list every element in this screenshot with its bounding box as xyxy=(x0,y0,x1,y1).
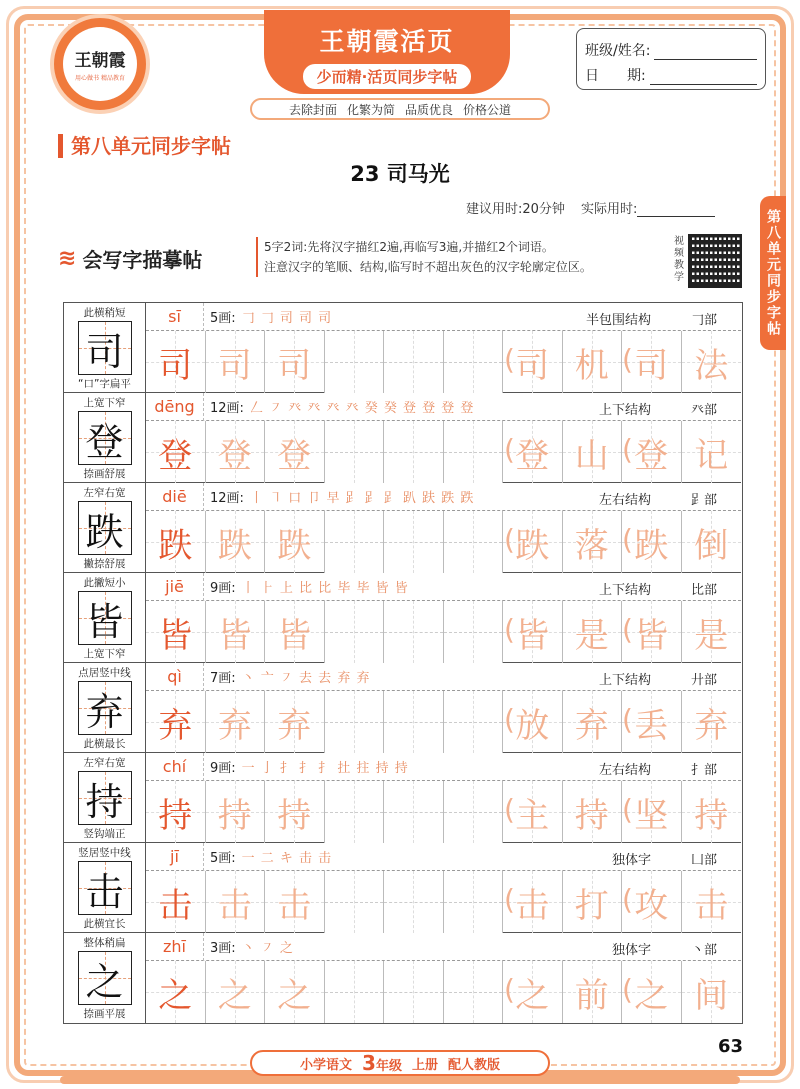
practice-cell[interactable] xyxy=(444,421,504,483)
writing-tip-top: 左窄右宽 xyxy=(83,487,126,499)
slogan-item: 去除封面 xyxy=(288,102,337,117)
stroke-sequence: 丶 ㇇ 之 xyxy=(241,941,294,956)
word-bracket-icon: ( xyxy=(504,973,515,1006)
side-tab: 第八单元同步字帖 xyxy=(760,196,786,350)
writing-cells xyxy=(146,691,741,753)
writing-cells xyxy=(146,781,741,843)
practice-cell[interactable] xyxy=(444,691,504,753)
character-radical: 扌部 xyxy=(690,763,717,778)
word-trace-cell[interactable]: 攻 xyxy=(622,871,682,933)
practice-row xyxy=(64,573,741,663)
word-trace-cell[interactable]: 坚 xyxy=(622,781,682,843)
footer-edition: 配人教版 xyxy=(447,1057,500,1073)
practice-cell[interactable] xyxy=(384,601,444,663)
time-line xyxy=(466,198,715,217)
pinyin: diē xyxy=(146,483,204,511)
practice-cell[interactable] xyxy=(444,961,504,1023)
logo-text: 王朝霞 xyxy=(74,51,126,71)
word-bracket-icon: ( xyxy=(504,703,515,736)
model-column xyxy=(64,303,146,393)
word-bracket-icon: ( xyxy=(504,343,515,376)
word-bracket-icon: ( xyxy=(504,433,515,466)
model-character: 之 xyxy=(78,951,132,1005)
note-line: 注意汉字的笔顺、结构,临写时不超出灰色的汉字轮廓定位区。 xyxy=(264,260,592,274)
model-column xyxy=(64,573,146,663)
word-trace-cell[interactable]: 主 xyxy=(503,781,563,843)
character-info-line xyxy=(146,663,741,691)
word-trace-cell[interactable]: 击 xyxy=(682,871,742,933)
trace-cell[interactable]: 跌 xyxy=(265,511,325,573)
character-info-line xyxy=(146,573,741,601)
brand-title: 王朝霞活页 xyxy=(319,27,455,56)
practice-table xyxy=(63,302,743,1024)
section-note xyxy=(256,237,674,277)
practice-cell[interactable] xyxy=(444,781,504,843)
lesson-title: 23 司马光 xyxy=(350,162,450,186)
practice-cell[interactable] xyxy=(325,691,385,753)
trace-cell[interactable]: 击 xyxy=(206,871,266,933)
pinyin: jī xyxy=(146,843,204,871)
practice-cell[interactable] xyxy=(384,421,444,483)
stroke-count: 12画: 丨 ㇕ 口 卩 早 𧾷 𧾷 𧾷 趴 趺 跌 跌 xyxy=(210,491,475,506)
unit-title: 第八单元同步字帖 xyxy=(58,134,231,158)
slogan-item: 品质优良 xyxy=(405,102,454,117)
practice-cell[interactable] xyxy=(325,781,385,843)
practice-cell[interactable] xyxy=(384,871,444,933)
trace-cell[interactable]: 司 xyxy=(265,331,325,393)
model-character: 弃 xyxy=(78,681,132,735)
footer-grade-number: 3 xyxy=(362,1051,376,1075)
pinyin: zhī xyxy=(146,933,204,961)
brand-logo xyxy=(50,14,150,114)
word-trace-cell[interactable]: 倒 xyxy=(682,511,742,573)
practice-cell[interactable] xyxy=(444,331,504,393)
slogan-bar xyxy=(250,98,550,120)
writing-tip-bottom: 捺画平展 xyxy=(83,1008,126,1020)
stroke-count: 7画: 丶 亠 ㇇ 去 去 弃 弃 xyxy=(210,671,371,686)
character-info-line xyxy=(146,933,741,961)
character-structure: 上下结构 xyxy=(598,673,651,688)
word-trace-cell[interactable]: 山 xyxy=(563,421,623,483)
character-structure: 上下结构 xyxy=(598,403,651,418)
word-bracket-icon: ( xyxy=(504,883,515,916)
practice-cell[interactable] xyxy=(325,601,385,663)
writing-tip-bottom: 上宽下窄 xyxy=(83,648,126,660)
model-character: 登 xyxy=(78,411,132,465)
model-column xyxy=(64,663,146,753)
model-character: 击 xyxy=(78,861,132,915)
pinyin: jiē xyxy=(146,573,204,601)
trace-cell[interactable]: 登 xyxy=(265,421,325,483)
word-trace-cell[interactable]: 打 xyxy=(563,871,623,933)
stroke-sequence: 丨 ㇕ 口 卩 早 𧾷 𧾷 𧾷 趴 趺 跌 跌 xyxy=(249,491,475,506)
writing-cells xyxy=(146,511,741,573)
class-name-row xyxy=(585,35,757,60)
practice-row xyxy=(64,393,741,483)
word-trace-cell[interactable]: 跌 xyxy=(503,511,563,573)
model-character: 司 xyxy=(78,321,132,375)
writing-cells xyxy=(146,601,741,663)
practice-row xyxy=(64,843,741,933)
word-trace-cell[interactable]: 司 xyxy=(503,331,563,393)
model-character: 跌 xyxy=(78,501,132,555)
pinyin: sī xyxy=(146,303,204,331)
practice-cell[interactable] xyxy=(384,511,444,573)
logo-subtext: 用心做书 精品教育 xyxy=(75,75,125,82)
trace-cell[interactable]: 弃 xyxy=(265,691,325,753)
character-structure: 左右结构 xyxy=(598,493,651,508)
writing-tip-bottom: 撇捺舒展 xyxy=(83,558,126,570)
model-column xyxy=(64,933,146,1023)
stroke-sequence: 𠃌 𠃌 司 司 司 xyxy=(241,311,333,326)
word-trace-cell[interactable]: 登 xyxy=(503,421,563,483)
date-label: 日 期: xyxy=(585,68,646,84)
character-radical: 比部 xyxy=(690,583,717,598)
pinyin: chí xyxy=(146,753,204,781)
practice-row xyxy=(64,483,741,573)
character-structure: 左右结构 xyxy=(598,763,651,778)
actual-time-field[interactable] xyxy=(637,203,715,217)
writing-cells xyxy=(146,331,741,393)
stroke-sequence: 一 亅 扌 扌 扌 扗 拄 持 持 xyxy=(241,761,409,776)
qr-code-icon[interactable] xyxy=(688,234,742,288)
word-trace-cell[interactable]: 击 xyxy=(503,871,563,933)
word-bracket-icon: ( xyxy=(504,523,515,556)
practice-cell[interactable] xyxy=(325,421,385,483)
footer-term: 上册 xyxy=(411,1057,438,1073)
model-column xyxy=(64,393,146,483)
model-writing-cell: 登 xyxy=(146,421,206,483)
word-bracket-icon: ( xyxy=(622,433,633,466)
footer-grade: 年级 xyxy=(375,1059,402,1074)
footer-bar xyxy=(60,1076,740,1084)
word-trace-cell[interactable]: 登 xyxy=(622,421,682,483)
brand-subtitle: 少而精·活页同步字帖 xyxy=(303,64,472,89)
suggested-time: 建议用时:20分钟 xyxy=(466,202,565,217)
stroke-sequence: 𠃋 ㇇ 癶 癶 癶 癶 癸 癸 登 登 登 登 xyxy=(249,401,475,416)
trace-cell[interactable]: 皆 xyxy=(206,601,266,663)
footer-badge xyxy=(250,1050,550,1076)
word-trace-cell[interactable]: 弃 xyxy=(563,691,623,753)
note-line: 5字2词:先将汉字描红2遍,再临写3遍,并描红2个词语。 xyxy=(264,240,554,254)
character-radical: 𧾷部 xyxy=(690,493,717,508)
character-info-line xyxy=(146,753,741,781)
word-trace-cell[interactable]: 跌 xyxy=(622,511,682,573)
character-radical: 丶部 xyxy=(690,943,717,958)
qr-label: 视频教学 xyxy=(674,236,684,283)
wave-icon: ≋ xyxy=(58,246,77,271)
writing-tip-bottom: 捺画舒展 xyxy=(83,468,126,480)
word-bracket-icon: ( xyxy=(622,793,633,826)
stroke-count: 5画: 𠃌 𠃌 司 司 司 xyxy=(210,311,333,326)
word-bracket-icon: ( xyxy=(622,883,633,916)
word-trace-cell[interactable]: 机 xyxy=(563,331,623,393)
character-info-line xyxy=(146,843,741,871)
word-bracket-icon: ( xyxy=(622,523,633,556)
trace-cell[interactable]: 弃 xyxy=(206,691,266,753)
stroke-sequence: 一 二 キ 击 击 xyxy=(241,851,333,866)
character-radical: 𠃌部 xyxy=(690,313,717,328)
character-radical: 廾部 xyxy=(690,673,717,688)
character-radical: 凵部 xyxy=(690,853,717,868)
writing-cells xyxy=(146,421,741,483)
model-writing-cell: 之 xyxy=(146,961,206,1023)
word-trace-cell[interactable]: 是 xyxy=(682,601,742,663)
model-writing-cell: 跌 xyxy=(146,511,206,573)
word-trace-cell[interactable]: 丢 xyxy=(622,691,682,753)
word-trace-cell[interactable]: 之 xyxy=(503,961,563,1023)
word-trace-cell[interactable]: 持 xyxy=(563,781,623,843)
word-trace-cell[interactable]: 间 xyxy=(682,961,742,1023)
practice-cell[interactable] xyxy=(444,601,504,663)
writing-tip-bottom: 竖钩端正 xyxy=(83,828,126,840)
model-column xyxy=(64,843,146,933)
writing-tip-top: 上宽下窄 xyxy=(83,397,126,409)
model-column xyxy=(64,483,146,573)
stroke-count: 3画: 丶 ㇇ 之 xyxy=(210,941,294,956)
stroke-count: 5画: 一 二 キ 击 击 xyxy=(210,851,333,866)
trace-cell[interactable]: 持 xyxy=(265,781,325,843)
writing-tip-top: 此横稍短 xyxy=(83,307,126,319)
footer-subject: 小学语文 xyxy=(300,1057,353,1073)
trace-cell[interactable]: 之 xyxy=(265,961,325,1023)
practice-cell[interactable] xyxy=(325,511,385,573)
model-writing-cell: 皆 xyxy=(146,601,206,663)
writing-tip-top: 点居竖中线 xyxy=(78,667,131,679)
model-writing-cell: 司 xyxy=(146,331,206,393)
practice-row xyxy=(64,303,741,393)
class-name-label: 班级/姓名: xyxy=(585,43,651,59)
word-trace-cell[interactable]: 持 xyxy=(682,781,742,843)
character-structure: 半包围结构 xyxy=(585,313,651,328)
model-column xyxy=(64,753,146,843)
trace-cell[interactable]: 之 xyxy=(206,961,266,1023)
word-bracket-icon: ( xyxy=(622,973,633,1006)
stroke-sequence: 丶 亠 ㇇ 去 去 弃 弃 xyxy=(241,671,371,686)
word-bracket-icon: ( xyxy=(622,343,633,376)
student-info-box xyxy=(576,28,766,90)
word-trace-cell[interactable]: 皆 xyxy=(622,601,682,663)
word-bracket-icon: ( xyxy=(504,613,515,646)
character-structure: 独体字 xyxy=(611,943,651,958)
page-number: 63 xyxy=(718,1036,744,1057)
writing-tip-top: 整体稍扁 xyxy=(83,937,126,949)
word-trace-cell[interactable]: 司 xyxy=(622,331,682,393)
slogan-item: 化繁为简 xyxy=(346,102,395,117)
character-info-line xyxy=(146,393,741,421)
word-trace-cell[interactable]: 放 xyxy=(503,691,563,753)
actual-time-label: 实际用时: xyxy=(580,202,638,217)
practice-row xyxy=(64,753,741,843)
writing-tip-bottom: 此横最长 xyxy=(83,738,126,750)
word-trace-cell[interactable]: 弃 xyxy=(682,691,742,753)
date-field[interactable] xyxy=(650,69,757,85)
trace-cell[interactable]: 司 xyxy=(206,331,266,393)
writing-tip-top: 左窄右宽 xyxy=(83,757,126,769)
writing-cells xyxy=(146,871,741,933)
brand-banner xyxy=(264,10,510,94)
practice-cell[interactable] xyxy=(384,781,444,843)
word-trace-cell[interactable]: 记 xyxy=(682,421,742,483)
trace-cell[interactable]: 登 xyxy=(206,421,266,483)
stroke-sequence: 丨 ⺊ 上 比 比 毕 毕 皆 皆 xyxy=(241,581,409,596)
character-structure: 上下结构 xyxy=(598,583,651,598)
practice-row xyxy=(64,663,741,753)
character-info-line xyxy=(146,303,741,331)
stroke-count: 9画: 一 亅 扌 扌 扌 扗 拄 持 持 xyxy=(210,761,409,776)
practice-cell[interactable] xyxy=(384,691,444,753)
trace-cell[interactable]: 持 xyxy=(206,781,266,843)
writing-tip-bottom: “口”字扁平 xyxy=(78,378,131,390)
practice-cell[interactable] xyxy=(444,871,504,933)
class-name-field[interactable] xyxy=(654,44,757,60)
practice-cell[interactable] xyxy=(325,871,385,933)
practice-cell[interactable] xyxy=(444,511,504,573)
word-trace-cell[interactable]: 是 xyxy=(563,601,623,663)
character-radical: 癶部 xyxy=(690,403,717,418)
stroke-count: 12画: 𠃋 ㇇ 癶 癶 癶 癶 癸 癸 登 登 登 登 xyxy=(210,401,475,416)
pinyin: dēng xyxy=(146,393,204,421)
character-structure: 独体字 xyxy=(611,853,651,868)
model-character: 持 xyxy=(78,771,132,825)
practice-cell[interactable] xyxy=(384,331,444,393)
stroke-count: 9画: 丨 ⺊ 上 比 比 毕 毕 皆 皆 xyxy=(210,581,409,596)
practice-cell[interactable] xyxy=(384,961,444,1023)
word-trace-cell[interactable]: 落 xyxy=(563,511,623,573)
slogan-item: 价格公道 xyxy=(463,102,512,117)
writing-cells xyxy=(146,961,741,1023)
word-bracket-icon: ( xyxy=(622,613,633,646)
model-writing-cell: 击 xyxy=(146,871,206,933)
section-heading xyxy=(58,244,202,273)
practice-row xyxy=(64,933,741,1023)
trace-cell[interactable]: 跌 xyxy=(206,511,266,573)
writing-tip-top: 竖居竖中线 xyxy=(78,847,131,859)
pinyin: qì xyxy=(146,663,204,691)
model-character: 皆 xyxy=(78,591,132,645)
practice-cell[interactable] xyxy=(325,961,385,1023)
date-row xyxy=(585,60,757,85)
word-bracket-icon: ( xyxy=(622,703,633,736)
word-trace-cell[interactable]: 法 xyxy=(682,331,742,393)
word-trace-cell[interactable]: 皆 xyxy=(503,601,563,663)
writing-tip-bottom: 此横宜长 xyxy=(83,918,126,930)
section-title: 会写字描摹帖 xyxy=(82,248,203,272)
word-trace-cell[interactable]: 前 xyxy=(563,961,623,1023)
trace-cell[interactable]: 皆 xyxy=(265,601,325,663)
writing-tip-top: 此撇短小 xyxy=(83,577,126,589)
practice-cell[interactable] xyxy=(325,331,385,393)
character-info-line xyxy=(146,483,741,511)
trace-cell[interactable]: 击 xyxy=(265,871,325,933)
word-bracket-icon: ( xyxy=(504,793,515,826)
word-trace-cell[interactable]: 之 xyxy=(622,961,682,1023)
model-writing-cell: 持 xyxy=(146,781,206,843)
model-writing-cell: 弃 xyxy=(146,691,206,753)
